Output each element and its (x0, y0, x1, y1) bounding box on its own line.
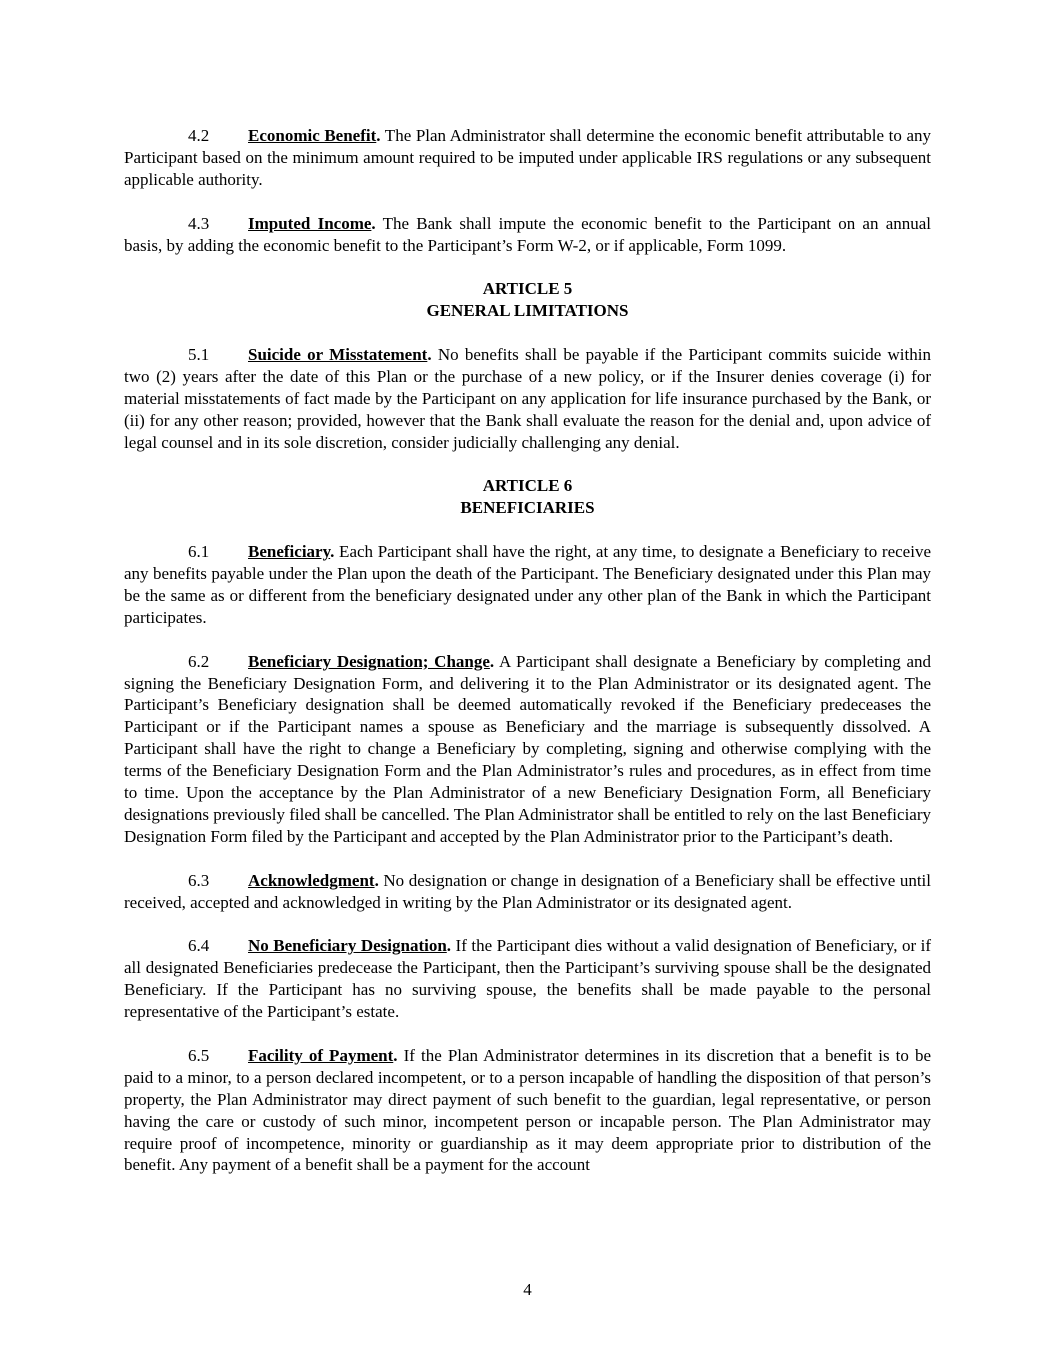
section-text: If the Plan Administrator determines in its discretion that a benefit is to be paid to a minor, to a person declared incompetent, or to a person incapable of handling the disposition of that person’s property, the Plan Administrator may direct payment of such benefit to the guardian, legal representative, or person having the care or custody of such minor, incompetent person or incapable person. The Plan Administrator may require proof of incompetence, minority or guardianship as it may deem appropriate prior to distribution of the benefit. Any payment of a benefit shall be a payment for the account (124, 1045, 932, 1175)
section-text: A Participant shall designate a Beneficiary by completing and signing the Beneficiary Designation Form, and delivering it to the Plan Administrator or its designated agent. The Participant’s Beneficiary designation shall be deemed automatically revoked if the Beneficiary predeceases the Participant or if the Participant names a spouse as Beneficiary and the marriage is subsequently dissolved. A Participant shall have the right to change a Beneficiary by completing, signing and otherwise complying with the terms of the Beneficiary Designation Form and the Plan Administrator’s rules and procedures, as in effect from time to time. Upon the acceptance by the Plan Administrator of a new Beneficiary Designation Form, all Beneficiary designations previously filed shall be cancelled. The Plan Administrator shall be entitled to rely on the last Beneficiary Designation Form filed by the Participant and accepted by the Plan Administrator prior to the Participant’s death. (124, 651, 931, 846)
heading-period: . (489, 651, 495, 671)
section-6-4 (124, 935, 931, 1023)
page-number: 4 (523, 1280, 532, 1299)
section-heading: No Beneficiary Designation (248, 936, 447, 956)
section-text: If the Participant dies without a valid designation of Beneficiary, or if all designated Beneficiaries predecease the Participant, then the Participant’s surviving spouse shall be the designated Beneficiary. If the Participant has no surviving spouse, the benefits shall be made payable to the personal representative of the Participant’s estate. (124, 936, 931, 1022)
heading-period: . (330, 542, 335, 562)
section-number: 6.1 (188, 542, 210, 562)
section-number: 5.1 (188, 345, 210, 365)
section-6-5 (124, 1045, 931, 1176)
article-5-number: ARTICLE 5 (482, 279, 573, 299)
section-4-2 (124, 125, 931, 191)
section-heading: Beneficiary (248, 542, 331, 562)
section-heading: Imputed Income (248, 213, 372, 233)
section-number: 6.5 (188, 1045, 210, 1065)
article-5-title: GENERAL LIMITATIONS (426, 301, 629, 321)
section-text: Each Participant shall have the right, at any time, to designate a Beneficiary to receive any benefits payable under the Plan upon the death of the Participant. The Beneficiary designated under this Plan may be the same as or different from the beneficiary designated under any other plan of the Bank in which the Participant participates. (124, 542, 931, 627)
section-text: The Bank shall impute the economic benefit to the Participant on an annual basis, by adding the economic benefit to the Participant’s Form W-2, or if applicable, Form 1099. (124, 213, 932, 255)
section-6-3 (124, 870, 931, 914)
section-text: No benefits shall be payable if the Participant commits suicide within two (2) years after the date of this Plan or the purchase of a new policy, or if the Insurer denies coverage (i) for material misstatements of fact made by the Participant on any application for life insurance purchased by the Bank, or (ii) for any other reason; provided, however that the Bank shall evaluate the reason for the denial and, upon advice of legal counsel and in its sole discretion, consider judicially challenging any denial. (124, 345, 931, 452)
section-number: 6.3 (188, 870, 210, 890)
section-heading: Facility of Payment (248, 1045, 394, 1065)
section-heading: Acknowledgment (248, 870, 375, 890)
section-5-1 (124, 344, 931, 454)
section-number: 6.4 (188, 936, 210, 956)
heading-period: . (376, 126, 381, 145)
section-number: 6.2 (188, 651, 210, 671)
section-heading: Economic Benefit (248, 126, 377, 145)
section-heading: Suicide or Misstatement (248, 345, 428, 365)
heading-period: . (446, 936, 452, 956)
section-number: 4.3 (188, 213, 210, 233)
article-6-title: BENEFICIARIES (460, 498, 595, 518)
section-text: No designation or change in designation of a Beneficiary shall be effective until received, accepted and acknowledged in writing by the Plan Administrator or its designated agent. (124, 870, 931, 912)
heading-period: . (427, 345, 432, 365)
section-text: The Plan Administrator shall determine the economic benefit attributable to any Participant based on the minimum amount required to be imputed under applicable IRS regulations or any subsequent applicable authority. (124, 126, 931, 189)
section-heading: Beneficiary Designation; Change (248, 651, 490, 671)
heading-period: . (393, 1045, 398, 1065)
section-number: 4.2 (188, 126, 210, 145)
section-6-1 (124, 541, 931, 629)
heading-period: . (371, 213, 376, 233)
document-body (124, 125, 931, 1176)
section-6-2 (124, 651, 931, 848)
article-6-number: ARTICLE 6 (482, 476, 573, 496)
section-4-3 (124, 213, 931, 257)
heading-period: . (374, 870, 379, 890)
